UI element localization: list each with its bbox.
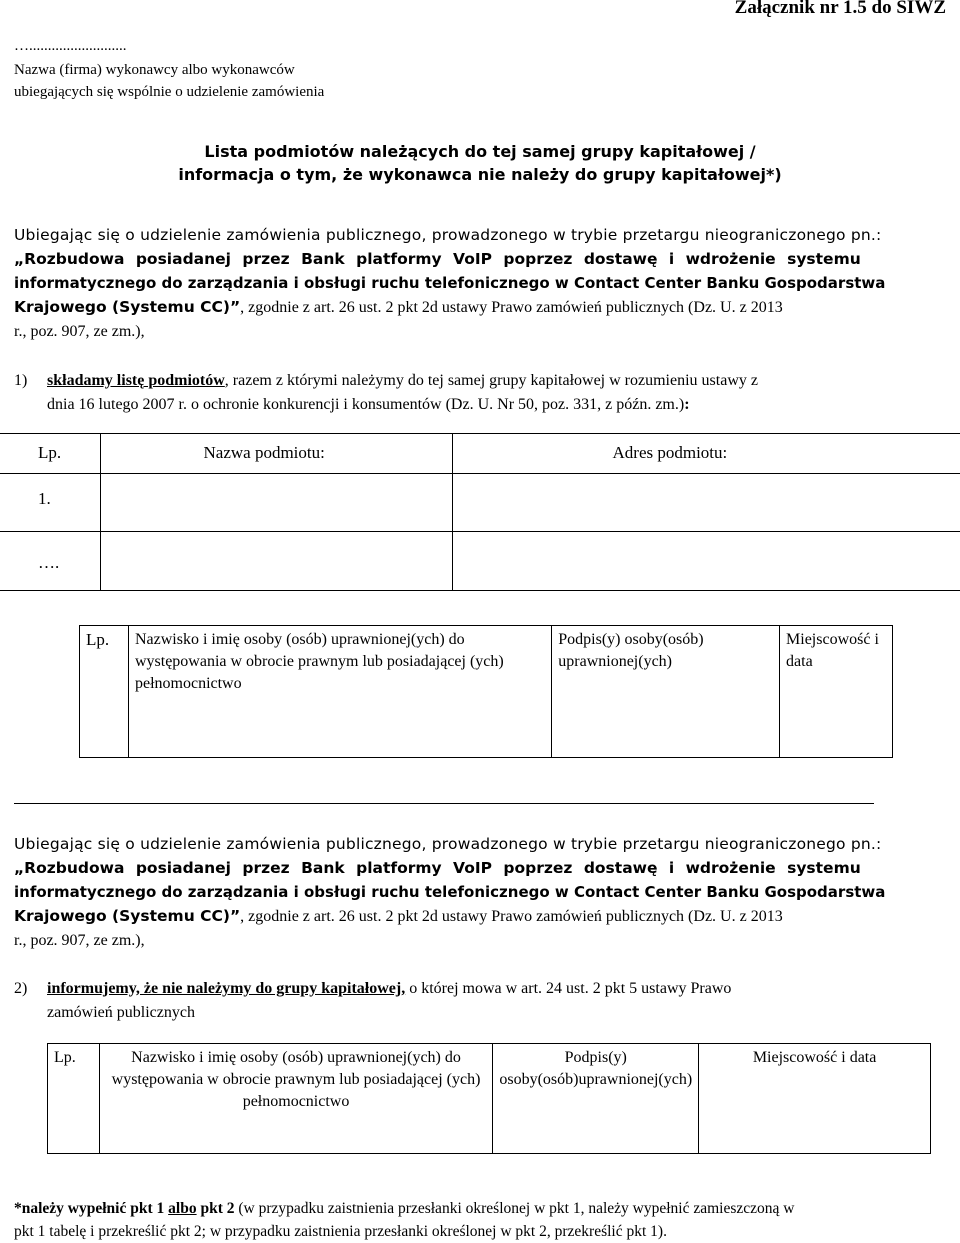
entity-table-header xyxy=(0,434,960,474)
table-row xyxy=(0,474,960,532)
point-1-colon: : xyxy=(684,396,690,413)
signature-1-person[interactable]: Nazwisko i imię osoby (osób) uprawnionej(ych) do występowania w obrocie prawnym lub posiadającej (ych) pełnomocnictwo xyxy=(128,626,551,758)
project-name-2-line-1: „Rozbudowa posiadanej przez Bank platformy VoIP poprzez dostawę i wdrożenie systemu xyxy=(14,859,861,877)
title-line-2: informacja o tym, że wykonawca nie należy do grupy kapitałowej*) xyxy=(178,165,782,184)
signature-1-signature[interactable]: Podpis(y) osoby(osób) uprawnionej(ych) xyxy=(552,626,780,758)
entity-row-2-name[interactable] xyxy=(100,532,452,591)
contractor-dots: ….......................... xyxy=(14,38,127,54)
signature-table-2 xyxy=(47,1043,931,1154)
point-1-number: 1) xyxy=(14,372,28,389)
project-name-2-line-3: Krajowego (Systemu CC)” xyxy=(14,907,241,925)
project-name-line-2: informatycznego do zarządzania i obsługi ruchu telefonicznego w Contact Center Banku Gospodarstwa xyxy=(14,274,886,292)
entity-header-name: Nazwa podmiotu: xyxy=(100,434,452,474)
contractor-label-2: ubiegających się wspólnie o udzielenie zamówienia xyxy=(14,84,325,100)
footnote-pkt2: pkt 2 xyxy=(196,1200,235,1217)
point-1-text-2: dnia 16 lutego 2007 r. o ochronie konkurencji i konsumentów (Dz. U. Nr 50, poz. 331, z późn. zm.) xyxy=(47,396,685,413)
legal-basis-2: r., poz. 907, ze zm.), xyxy=(14,323,145,340)
footnote-text-1: (w przypadku zaistnienia przesłanki określonej w pkt 1, należy wypełnić zamieszczoną w xyxy=(234,1200,795,1217)
legal-basis-2-text: , zgodnie z art. 26 ust. 2 pkt 2d ustawy Prawo zamówień publicznych (Dz. U. z 2013 xyxy=(240,908,783,925)
point-2-bold: informujemy, że nie należymy do grupy kapitałowej, xyxy=(47,980,406,997)
footnote xyxy=(14,1197,958,1243)
point-2-number: 2) xyxy=(14,980,28,997)
entity-table xyxy=(0,433,960,591)
footnote-star: *należy wypełnić pkt 1 xyxy=(14,1200,169,1217)
entity-row-1-name[interactable] xyxy=(100,474,452,532)
signature-2-place-date[interactable]: Miejscowość i data xyxy=(699,1044,931,1154)
signature-2-person[interactable]: Nazwisko i imię osoby (osób) uprawnionej(ych) do występowania w obrocie prawnym lub posiadającej (ych) pełnomocnictwo xyxy=(99,1044,493,1154)
section-divider xyxy=(14,803,874,804)
entity-row-2-lp: …. xyxy=(0,532,100,591)
legal-basis-line xyxy=(14,295,957,320)
signature-2-signature[interactable]: Podpis(y) osoby(osób)uprawnionej(ych) xyxy=(493,1044,699,1154)
title-line-1: Lista podmiotów należących do tej samej grupy kapitałowej / xyxy=(204,142,756,161)
page-title xyxy=(0,140,960,186)
point-1-bold: składamy listę podmiotów xyxy=(47,372,225,389)
point-1 xyxy=(14,369,958,417)
legal-basis-2-end: r., poz. 907, ze zm.), xyxy=(14,932,145,949)
footnote-albo: albo xyxy=(168,1200,197,1217)
signature-table-1 xyxy=(79,625,893,758)
project-name-line-1: „Rozbudowa posiadanej przez Bank platformy VoIP poprzez dostawę i wdrożenie systemu xyxy=(14,250,861,268)
intro-lead: Ubiegając się o udzielenie zamówienia publicznego, prowadzonego w trybie przetargu nieograniczonego pn.: xyxy=(14,226,882,244)
entity-row-1-lp: 1. xyxy=(0,474,100,532)
footnote-text-2: pkt 1 tabelę i przekreślić pkt 2; w przypadku zaistnienia przesłanki określonej w pkt 2, przekreślić pkt 1). xyxy=(14,1223,667,1240)
attachment-label: Załącznik nr 1.5 do SIWZ xyxy=(734,0,946,18)
signature-2-lp: Lp. xyxy=(48,1044,100,1154)
entity-row-1-address[interactable] xyxy=(452,474,960,532)
entity-row-2-address[interactable] xyxy=(452,532,960,591)
point-2-text-2: zamówień publicznych xyxy=(47,1004,195,1021)
project-name-2-line-2: informatycznego do zarządzania i obsługi ruchu telefonicznego w Contact Center Banku Gospodarstwa xyxy=(14,883,886,901)
legal-basis-2-line xyxy=(14,904,957,929)
legal-basis: , zgodnie z art. 26 ust. 2 pkt 2d ustawy Prawo zamówień publicznych (Dz. U. z 2013 xyxy=(240,299,783,316)
point-1-text-1: , razem z którymi należymy do tej samej grupy kapitałowej w rozumieniu ustawy z xyxy=(224,372,758,389)
intro-paragraph-2 xyxy=(14,832,957,953)
entity-header-lp: Lp. xyxy=(0,434,100,474)
intro-lead-2: Ubiegając się o udzielenie zamówienia publicznego, prowadzonego w trybie przetargu nieograniczonego pn.: xyxy=(14,835,882,853)
contractor-label-1: Nazwa (firma) wykonawcy albo wykonawców xyxy=(14,62,295,78)
intro-paragraph-1 xyxy=(14,223,957,344)
table-row xyxy=(0,532,960,591)
point-2-text-1: o której mowa w art. 24 ust. 2 pkt 5 ustawy Prawo xyxy=(405,980,732,997)
signature-1-place-date[interactable]: Miejscowość i data xyxy=(780,626,893,758)
entity-header-address: Adres podmiotu: xyxy=(452,434,960,474)
signature-1-lp: Lp. xyxy=(80,626,129,758)
project-name-line-3: Krajowego (Systemu CC)” xyxy=(14,298,241,316)
point-2 xyxy=(14,977,958,1025)
